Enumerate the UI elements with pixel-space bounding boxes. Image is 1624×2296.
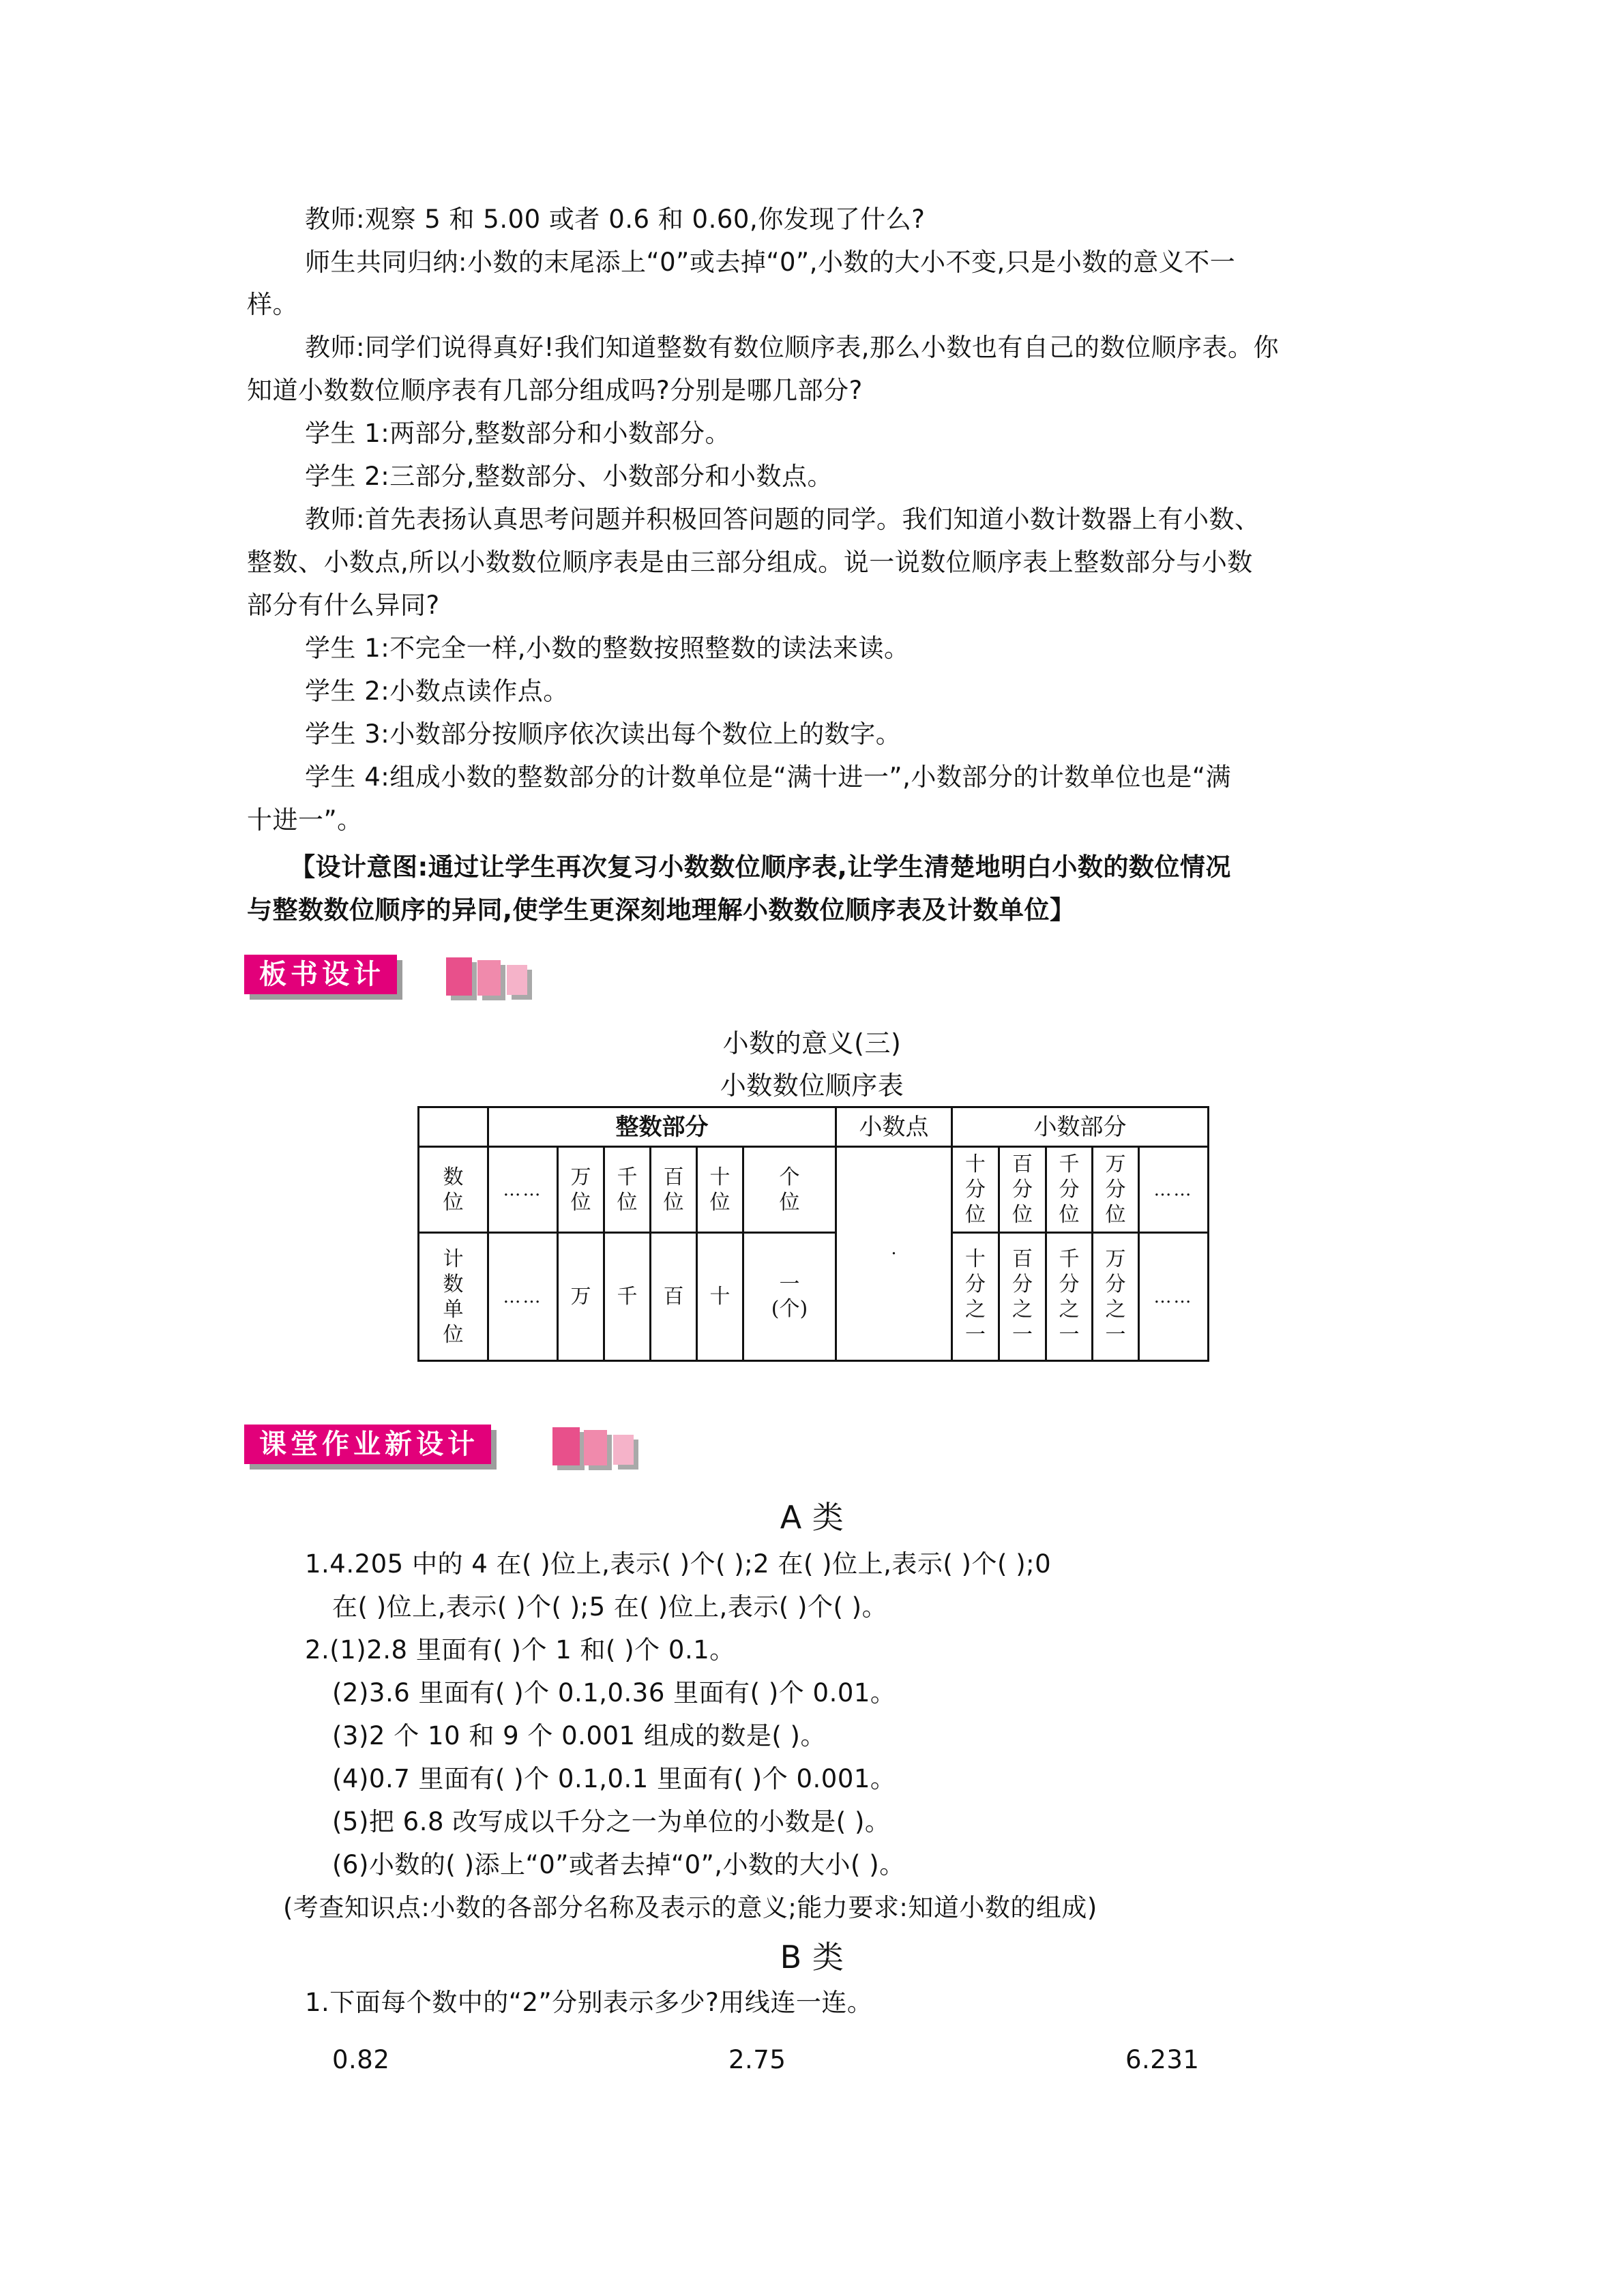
unit-cell: …… [488,1233,558,1361]
dialogue-line: 样。 [247,290,298,319]
design-intent: 与整数数位顺序的异同,使学生更深刻地理解小数数位顺序表及计数单位】 [247,895,1076,925]
dialogue-line: 学生 1:两部分,整数部分和小数部分。 [305,419,731,448]
place-cell: 百位 [651,1147,697,1233]
unit-cell: 百 [651,1233,697,1361]
unit-cell: 万分之一 [1093,1233,1139,1361]
decorative-block [584,1430,607,1465]
place-cell: 百分位 [999,1147,1046,1233]
place-cell: 十位 [697,1147,743,1233]
dialogue-line: 部分有什么异同? [247,591,440,620]
decimal-point-cell: · [836,1147,952,1361]
exercise-line: 在( )位上,表示( )个( );5 在( )位上,表示( )个( )。 [332,1592,888,1622]
dialogue-line: 师生共同归纳:小数的末尾添上“0”或去掉“0”,小数的大小不变,只是小数的意义不一 [305,248,1236,277]
design-intent: 【设计意图:通过让学生再次复习小数数位顺序表,让学生清楚地明白小数的数位情况 [290,852,1231,882]
banner-label: 课堂作业新设计 [244,1425,491,1464]
exercise-line: (2)3.6 里面有( )个 0.1,0.36 里面有( )个 0.01。 [332,1678,896,1708]
exercise-line: 1.下面每个数中的“2”分别表示多少?用线连一连。 [305,1988,873,2017]
header-decimal-point: 小数点 [836,1107,952,1147]
dialogue-line: 学生 1:不完全一样,小数的整数按照整数的读法来读。 [305,633,910,663]
board-subtitle: 小数数位顺序表 [720,1071,904,1101]
section-banner-classwork [244,1425,722,1465]
dialogue-line: 学生 2:小数点读作点。 [305,676,569,706]
unit-cell: 十 [697,1233,743,1361]
place-cell: 万位 [558,1147,604,1233]
place-cell: 个位 [743,1147,836,1233]
place-cell: 十分位 [952,1147,999,1233]
place-cell: …… [488,1147,558,1233]
dialogue-line: 学生 3:小数部分按顺序依次读出每个数位上的数字。 [305,719,902,749]
dialogue-line: 学生 2:三部分,整数部分、小数部分和小数点。 [305,462,833,491]
decorative-block [613,1435,634,1465]
place-cell: 万分位 [1093,1147,1139,1233]
dialogue-line: 教师:同学们说得真好!我们知道整数有数位顺序表,那么小数也有自己的数位顺序表。你 [305,333,1280,362]
dialogue-line: 知道小数数位顺序表有几部分组成吗?分别是哪几部分? [247,376,863,405]
dialogue-line: 教师:首先表扬认真思考问题并积极回答问题的同学。我们知道小数计数器上有小数、 [305,505,1260,534]
number-item: 2.75 [728,2045,786,2074]
unit-cell: 百分之一 [999,1233,1046,1361]
unit-cell: 千分之一 [1046,1233,1093,1361]
dialogue-line: 学生 4:组成小数的整数部分的计数单位是“满十进一”,小数部分的计数单位也是“满 [305,762,1232,792]
unit-cell: 一 (个) [743,1233,836,1361]
dialogue-line: 整数、小数点,所以小数数位顺序表是由三部分组成。说一说数位顺序表上整数部分与小数 [247,548,1253,577]
section-banner-board-design [244,955,599,996]
exercise-line: 2.(1)2.8 里面有( )个 1 和( )个 0.1。 [305,1635,735,1665]
unit-cell: 万 [558,1233,604,1361]
exercise-line: (3)2 个 10 和 9 个 0.001 组成的数是( )。 [332,1721,826,1750]
number-item: 6.231 [1125,2045,1200,2074]
exercise-line: (5)把 6.8 改写成以千分之一为单位的小数是( )。 [332,1807,891,1836]
row-label-place: 数位 [419,1147,488,1233]
unit-cell: 十分之一 [952,1233,999,1361]
place-cell: 千位 [604,1147,651,1233]
knowledge-note: (考查知识点:小数的各部分名称及表示的意义;能力要求:知道小数的组成) [283,1893,1097,1922]
place-cell: …… [1139,1147,1209,1233]
unit-cell: …… [1139,1233,1209,1361]
exercise-line: (6)小数的( )添上“0”或者去掉“0”,小数的大小( )。 [332,1850,905,1879]
row-label-unit: 计数单位 [419,1233,488,1361]
header-integer-part: 整数部分 [488,1107,836,1147]
banner-label: 板书设计 [244,955,397,994]
class-b-heading: B 类 [780,1939,844,1976]
corner-cell [419,1107,488,1147]
dialogue-line: 十进一”。 [247,805,363,835]
unit-cell: 千 [604,1233,651,1361]
class-a-heading: A 类 [780,1499,844,1536]
decorative-block [446,957,472,996]
place-cell: 千分位 [1046,1147,1093,1233]
board-title: 小数的意义(三) [722,1028,902,1058]
dialogue-line: 教师:观察 5 和 5.00 或者 0.6 和 0.60,你发现了什么? [305,205,926,234]
decorative-block [477,960,501,996]
number-item: 0.82 [332,2045,390,2074]
header-decimal-part: 小数部分 [952,1107,1209,1147]
decorative-block [507,965,527,995]
decorative-block [552,1427,580,1465]
place-value-table [417,1106,1209,1362]
exercise-line: (4)0.7 里面有( )个 0.1,0.1 里面有( )个 0.001。 [332,1764,896,1793]
exercise-line: 1.4.205 中的 4 在( )位上,表示( )个( );2 在( )位上,表示( )个( );0 [305,1549,1052,1579]
